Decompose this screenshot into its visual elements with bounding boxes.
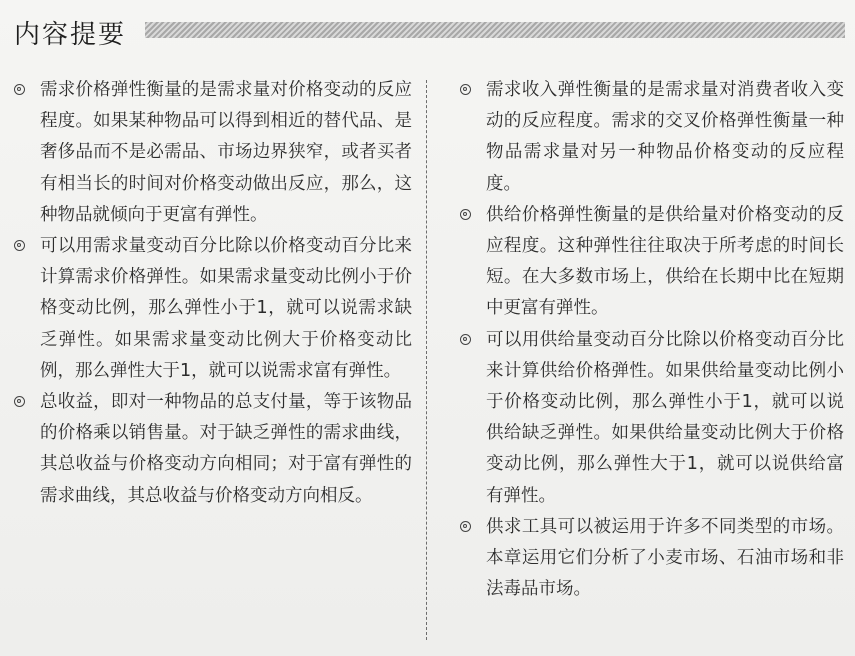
list-item — [12, 387, 412, 512]
list-item — [458, 200, 844, 325]
double-circle-bullet-icon — [458, 325, 486, 356]
list-item-text: 可以用供给量变动百分比除以价格变动百分比来计算供给价格弹性。如果供给量变动比例小于价格变动比例，那么弹性小于1，就可以说供给缺乏弹性。如果供给量变动比例大于价格变动比例，那么弹性大于1，就可以说供给富有弹性。 — [486, 329, 844, 506]
list-item — [458, 512, 844, 606]
double-circle-bullet-icon — [458, 200, 486, 231]
list-item-text: 供给价格弹性衡量的是供给量对价格变动的反应程度。这种弹性往往取决于所考虑的时间长短。在大多数市场上，供给在长期中比在短期中更富有弹性。 — [486, 204, 844, 319]
column-divider — [426, 80, 427, 640]
list-item — [12, 75, 412, 231]
list-item-text: 总收益，即对一种物品的总支付量，等于该物品的价格乘以销售量。对于缺乏弹性的需求曲线，其总收益与价格变动方向相同；对于富有弹性的需求曲线，其总收益与价格变动方向相反。 — [40, 392, 412, 506]
right-column — [458, 75, 844, 605]
list-item-text: 可以用需求量变动百分比除以价格变动百分比来计算需求价格弹性。如果需求量变动比例小于价格变动比例，那么弹性小于1，就可以说需求缺乏弹性。如果需求量变动比例大于价格变动比例，那么弹性大于1，就可以说需求富有弹性。 — [40, 236, 412, 381]
section-header — [10, 6, 855, 50]
header-decorative-band — [145, 22, 845, 38]
double-circle-bullet-icon — [12, 75, 40, 106]
list-item — [12, 231, 412, 387]
list-item-text: 供求工具可以被运用于许多不同类型的市场。本章运用它们分析了小麦市场、石油市场和非法毒品市场。 — [486, 516, 844, 600]
list-item-text: 需求收入弹性衡量的是需求量对消费者收入变动的反应程度。需求的交叉价格弹性衡量一种物品需求量对另一种物品价格变动的反应程度。 — [486, 80, 844, 194]
double-circle-bullet-icon — [12, 387, 40, 418]
left-column — [12, 75, 412, 512]
double-circle-bullet-icon — [12, 231, 40, 262]
section-title: 内容提要 — [14, 20, 127, 50]
list-item-text: 需求价格弹性衡量的是需求量对价格变动的反应程度。如果某种物品可以得到相近的替代品、是奢侈品而不是必需品、市场边界狭窄，或者买者有相当长的时间对价格变动做出反应，那么，这种物品就倾向于更富有弹性。 — [40, 80, 412, 225]
list-item — [458, 75, 844, 200]
list-item — [458, 325, 844, 512]
double-circle-bullet-icon — [458, 75, 486, 106]
double-circle-bullet-icon — [458, 512, 486, 543]
